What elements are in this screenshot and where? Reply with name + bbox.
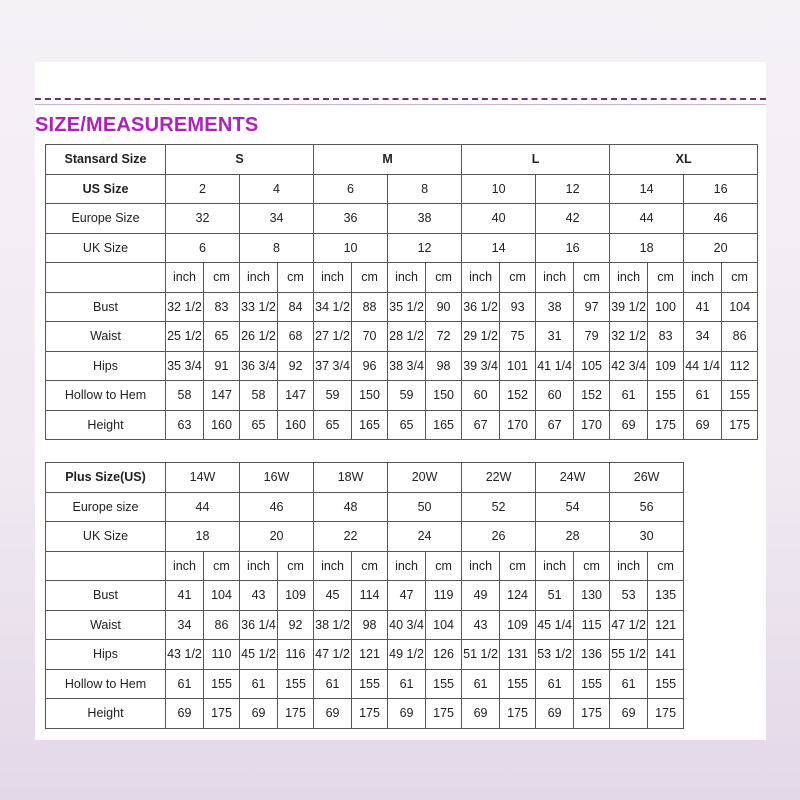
row-label: UK Size — [46, 233, 166, 263]
measure-value: 27 1/2 — [314, 322, 352, 352]
measure-value: 44 1/4 — [684, 351, 722, 381]
measure-value: 175 — [352, 699, 388, 729]
measure-value: 90 — [426, 292, 462, 322]
size-value: 14 — [462, 233, 536, 263]
measure-value: 43 1/2 — [166, 640, 204, 670]
size-row — [46, 492, 758, 522]
measure-value: 69 — [684, 410, 722, 440]
measure-value: 51 — [536, 581, 574, 611]
measure-value: 60 — [536, 381, 574, 411]
unit-label: cm — [722, 263, 758, 293]
size-value: 46 — [240, 492, 314, 522]
unit-row — [46, 263, 758, 293]
measure-value: 79 — [574, 322, 610, 352]
measure-value: 45 1/2 — [240, 640, 278, 670]
size-value: 42 — [536, 204, 610, 234]
unit-label: inch — [610, 551, 648, 581]
measure-value: 109 — [500, 610, 536, 640]
measure-value: 175 — [426, 699, 462, 729]
size-group-header: S — [166, 145, 314, 175]
unit-label: cm — [204, 263, 240, 293]
measure-value: 155 — [648, 669, 684, 699]
measure-value: 150 — [352, 381, 388, 411]
measure-value: 121 — [352, 640, 388, 670]
measure-value: 119 — [426, 581, 462, 611]
unit-label: inch — [240, 263, 278, 293]
measure-value: 61 — [684, 381, 722, 411]
row-label: Hips — [46, 351, 166, 381]
unit-label: cm — [500, 263, 536, 293]
size-row — [46, 174, 758, 204]
measure-value: 31 — [536, 322, 574, 352]
row-label: Europe Size — [46, 204, 166, 234]
measure-value: 65 — [204, 322, 240, 352]
measure-row — [46, 410, 758, 440]
size-value: 24 — [388, 522, 462, 552]
size-value: 44 — [166, 492, 240, 522]
measure-value: 38 — [536, 292, 574, 322]
size-value: 18 — [610, 233, 684, 263]
unit-label: cm — [500, 551, 536, 581]
size-value: 20 — [240, 522, 314, 552]
measure-value: 42 3/4 — [610, 351, 648, 381]
measure-value: 83 — [204, 292, 240, 322]
measure-value: 41 — [166, 581, 204, 611]
measure-value: 170 — [500, 410, 536, 440]
measure-value: 147 — [204, 381, 240, 411]
plus-size-table — [45, 462, 758, 729]
unit-label: inch — [462, 551, 500, 581]
size-value: 18 — [166, 522, 240, 552]
measure-value: 88 — [352, 292, 388, 322]
measure-row — [46, 610, 758, 640]
measure-value: 38 3/4 — [388, 351, 426, 381]
row-label: Waist — [46, 610, 166, 640]
unit-label: cm — [352, 551, 388, 581]
measure-value: 45 — [314, 581, 352, 611]
measure-value: 97 — [574, 292, 610, 322]
measure-value: 112 — [722, 351, 758, 381]
measure-value: 61 — [166, 669, 204, 699]
size-value: 14 — [610, 174, 684, 204]
plus-size-header: 20W — [388, 463, 462, 493]
measure-value: 43 — [240, 581, 278, 611]
measure-value: 43 — [462, 610, 500, 640]
measure-value: 110 — [204, 640, 240, 670]
row-label: Waist — [46, 322, 166, 352]
size-row — [46, 522, 758, 552]
size-value: 46 — [684, 204, 758, 234]
plus-size-header: 22W — [462, 463, 536, 493]
measure-value: 104 — [426, 610, 462, 640]
measure-value: 175 — [574, 699, 610, 729]
measure-value: 51 1/2 — [462, 640, 500, 670]
measure-value: 93 — [500, 292, 536, 322]
row-label: US Size — [46, 174, 166, 204]
measure-value: 61 — [388, 669, 426, 699]
measure-value: 47 — [388, 581, 426, 611]
measure-value: 155 — [500, 669, 536, 699]
unit-label: inch — [610, 263, 648, 293]
unit-row — [46, 551, 758, 581]
unit-label: inch — [536, 263, 574, 293]
measure-value: 141 — [648, 640, 684, 670]
header-row — [46, 145, 758, 175]
unit-label: inch — [462, 263, 500, 293]
measure-value: 34 1/2 — [314, 292, 352, 322]
standard-size-table — [45, 144, 758, 440]
measure-value: 155 — [352, 669, 388, 699]
measure-value: 58 — [240, 381, 278, 411]
unit-label: inch — [166, 263, 204, 293]
size-value: 10 — [314, 233, 388, 263]
measure-value: 75 — [500, 322, 536, 352]
row-label: Height — [46, 699, 166, 729]
measure-value: 59 — [314, 381, 352, 411]
size-value: 38 — [388, 204, 462, 234]
size-group-header: M — [314, 145, 462, 175]
measure-value: 155 — [278, 669, 314, 699]
measure-value: 96 — [352, 351, 388, 381]
measure-value: 160 — [278, 410, 314, 440]
measure-value: 58 — [166, 381, 204, 411]
measure-value: 115 — [574, 610, 610, 640]
measure-value: 91 — [204, 351, 240, 381]
unit-label: cm — [574, 551, 610, 581]
unit-label: cm — [426, 263, 462, 293]
size-value: 6 — [166, 233, 240, 263]
measure-value: 100 — [648, 292, 684, 322]
measure-value: 49 — [462, 581, 500, 611]
measure-value: 98 — [426, 351, 462, 381]
measure-value: 37 3/4 — [314, 351, 352, 381]
unit-label: cm — [648, 551, 684, 581]
unit-label: cm — [278, 551, 314, 581]
measure-value: 155 — [574, 669, 610, 699]
row-label — [46, 551, 166, 581]
measure-value: 69 — [536, 699, 574, 729]
size-value: 56 — [610, 492, 684, 522]
size-value: 30 — [610, 522, 684, 552]
measure-value: 41 1/4 — [536, 351, 574, 381]
measure-value: 136 — [574, 640, 610, 670]
measure-value: 67 — [462, 410, 500, 440]
size-value: 16 — [684, 174, 758, 204]
size-value: 50 — [388, 492, 462, 522]
size-value: 26 — [462, 522, 536, 552]
measure-value: 116 — [278, 640, 314, 670]
measure-value: 83 — [648, 322, 684, 352]
measure-value: 65 — [388, 410, 426, 440]
unit-label: inch — [684, 263, 722, 293]
measure-value: 61 — [536, 669, 574, 699]
measure-value: 61 — [610, 381, 648, 411]
measure-value: 35 1/2 — [388, 292, 426, 322]
dashed-divider — [35, 98, 766, 100]
measure-value: 63 — [166, 410, 204, 440]
measure-value: 155 — [722, 381, 758, 411]
measure-value: 59 — [388, 381, 426, 411]
measure-value: 114 — [352, 581, 388, 611]
measure-value: 155 — [648, 381, 684, 411]
size-group-header: L — [462, 145, 610, 175]
measure-value: 150 — [426, 381, 462, 411]
row-label: Hollow to Hem — [46, 381, 166, 411]
size-value: 16 — [536, 233, 610, 263]
size-value: 32 — [166, 204, 240, 234]
measure-value: 29 1/2 — [462, 322, 500, 352]
plus-size-header: 14W — [166, 463, 240, 493]
measure-row — [46, 640, 758, 670]
measure-value: 131 — [500, 640, 536, 670]
measure-value: 101 — [500, 351, 536, 381]
measure-value: 175 — [278, 699, 314, 729]
unit-label: inch — [388, 551, 426, 581]
unit-label: inch — [314, 551, 352, 581]
measure-value: 126 — [426, 640, 462, 670]
plus-size-header: 26W — [610, 463, 684, 493]
measure-value: 39 1/2 — [610, 292, 648, 322]
measure-value: 175 — [648, 410, 684, 440]
measure-value: 55 1/2 — [610, 640, 648, 670]
row-label: Hollow to Hem — [46, 669, 166, 699]
measure-value: 175 — [204, 699, 240, 729]
measure-value: 98 — [352, 610, 388, 640]
measure-value: 86 — [204, 610, 240, 640]
measure-value: 36 3/4 — [240, 351, 278, 381]
measure-value: 61 — [240, 669, 278, 699]
measure-value: 67 — [536, 410, 574, 440]
measure-row — [46, 581, 758, 611]
unit-label: inch — [240, 551, 278, 581]
size-value: 52 — [462, 492, 536, 522]
measure-value: 33 1/2 — [240, 292, 278, 322]
measure-value: 175 — [722, 410, 758, 440]
measure-value: 84 — [278, 292, 314, 322]
measure-row — [46, 292, 758, 322]
plus-size-header: 24W — [536, 463, 610, 493]
measure-value: 109 — [278, 581, 314, 611]
size-value: 28 — [536, 522, 610, 552]
measure-value: 104 — [722, 292, 758, 322]
measure-value: 72 — [426, 322, 462, 352]
row-label: Plus Size(US) — [46, 463, 166, 493]
divider-line — [35, 104, 766, 105]
measure-value: 32 1/2 — [166, 292, 204, 322]
measure-value: 26 1/2 — [240, 322, 278, 352]
measure-value: 135 — [648, 581, 684, 611]
measure-value: 34 — [684, 322, 722, 352]
row-label: Height — [46, 410, 166, 440]
measure-value: 170 — [574, 410, 610, 440]
measure-value: 35 3/4 — [166, 351, 204, 381]
plus-size-header: 18W — [314, 463, 388, 493]
measure-value: 47 1/2 — [314, 640, 352, 670]
unit-label: cm — [352, 263, 388, 293]
measure-value: 60 — [462, 381, 500, 411]
measure-value: 69 — [610, 699, 648, 729]
measure-value: 86 — [722, 322, 758, 352]
measure-value: 155 — [204, 669, 240, 699]
measure-value: 69 — [388, 699, 426, 729]
unit-label: cm — [648, 263, 684, 293]
size-row — [46, 204, 758, 234]
measure-value: 53 — [610, 581, 648, 611]
measure-value: 70 — [352, 322, 388, 352]
measure-row — [46, 351, 758, 381]
measure-row — [46, 669, 758, 699]
size-value: 22 — [314, 522, 388, 552]
measure-value: 121 — [648, 610, 684, 640]
measure-value: 36 1/2 — [462, 292, 500, 322]
measure-value: 49 1/2 — [388, 640, 426, 670]
measure-value: 38 1/2 — [314, 610, 352, 640]
measure-value: 61 — [610, 669, 648, 699]
measure-value: 130 — [574, 581, 610, 611]
size-value: 40 — [462, 204, 536, 234]
size-value: 6 — [314, 174, 388, 204]
size-value: 4 — [240, 174, 314, 204]
size-group-header: XL — [610, 145, 758, 175]
measure-value: 165 — [426, 410, 462, 440]
measure-value: 32 1/2 — [610, 322, 648, 352]
measure-value: 175 — [500, 699, 536, 729]
measure-value: 160 — [204, 410, 240, 440]
row-label: Stansard Size — [46, 145, 166, 175]
unit-label: inch — [314, 263, 352, 293]
measure-value: 36 1/4 — [240, 610, 278, 640]
unit-label: inch — [536, 551, 574, 581]
row-label — [46, 263, 166, 293]
measure-value: 68 — [278, 322, 314, 352]
measure-value: 65 — [240, 410, 278, 440]
measure-value: 69 — [462, 699, 500, 729]
measure-value: 165 — [352, 410, 388, 440]
measure-value: 40 3/4 — [388, 610, 426, 640]
unit-label: cm — [278, 263, 314, 293]
plus-size-header: 16W — [240, 463, 314, 493]
row-label: Bust — [46, 292, 166, 322]
measure-value: 53 1/2 — [536, 640, 574, 670]
measure-value: 69 — [610, 410, 648, 440]
measure-value: 152 — [574, 381, 610, 411]
measure-value: 105 — [574, 351, 610, 381]
measure-value: 69 — [240, 699, 278, 729]
measure-value: 92 — [278, 351, 314, 381]
measure-value: 61 — [314, 669, 352, 699]
size-value: 12 — [536, 174, 610, 204]
measure-value: 147 — [278, 381, 314, 411]
size-value: 12 — [388, 233, 462, 263]
measure-value: 92 — [278, 610, 314, 640]
measure-value: 65 — [314, 410, 352, 440]
header-row — [46, 463, 758, 493]
size-value: 8 — [240, 233, 314, 263]
row-label: Europe size — [46, 492, 166, 522]
measure-row — [46, 381, 758, 411]
size-value: 10 — [462, 174, 536, 204]
measure-row — [46, 699, 758, 729]
measure-value: 155 — [426, 669, 462, 699]
unit-label: inch — [166, 551, 204, 581]
size-value: 2 — [166, 174, 240, 204]
unit-label: cm — [204, 551, 240, 581]
measure-row — [46, 322, 758, 352]
size-value: 20 — [684, 233, 758, 263]
measure-value: 61 — [462, 669, 500, 699]
measure-value: 34 — [166, 610, 204, 640]
row-label: Hips — [46, 640, 166, 670]
size-value: 44 — [610, 204, 684, 234]
size-value: 48 — [314, 492, 388, 522]
measure-value: 69 — [314, 699, 352, 729]
size-chart-sheet — [35, 62, 766, 740]
size-value: 54 — [536, 492, 610, 522]
unit-label: cm — [426, 551, 462, 581]
size-value: 34 — [240, 204, 314, 234]
row-label: Bust — [46, 581, 166, 611]
measure-value: 28 1/2 — [388, 322, 426, 352]
measure-value: 41 — [684, 292, 722, 322]
row-label: UK Size — [46, 522, 166, 552]
page-title: SIZE/MEASUREMENTS — [35, 114, 259, 136]
measure-value: 69 — [166, 699, 204, 729]
size-value: 8 — [388, 174, 462, 204]
measure-value: 47 1/2 — [610, 610, 648, 640]
unit-label: cm — [574, 263, 610, 293]
measure-value: 104 — [204, 581, 240, 611]
measure-value: 45 1/4 — [536, 610, 574, 640]
measure-value: 175 — [648, 699, 684, 729]
size-row — [46, 233, 758, 263]
measure-value: 109 — [648, 351, 684, 381]
measure-value: 39 3/4 — [462, 351, 500, 381]
measure-value: 25 1/2 — [166, 322, 204, 352]
unit-label: inch — [388, 263, 426, 293]
measure-value: 124 — [500, 581, 536, 611]
empty-cell — [684, 463, 758, 729]
measure-value: 152 — [500, 381, 536, 411]
size-value: 36 — [314, 204, 388, 234]
